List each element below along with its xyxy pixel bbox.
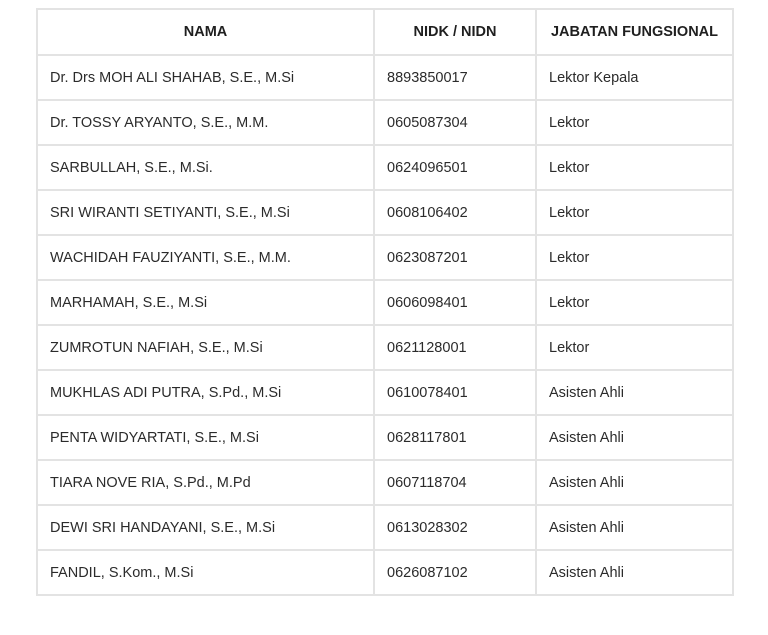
cell-jabatan: Lektor xyxy=(536,190,733,235)
header-nidk-nidn: NIDK / NIDN xyxy=(374,9,536,55)
cell-jabatan: Lektor xyxy=(536,280,733,325)
lecturer-table xyxy=(36,8,734,596)
cell-nidn: 0628117801 xyxy=(374,415,536,460)
cell-nama: ZUMROTUN NAFIAH, S.E., M.Si xyxy=(37,325,374,370)
cell-nidn: 0623087201 xyxy=(374,235,536,280)
table-row xyxy=(37,280,733,325)
cell-jabatan: Asisten Ahli xyxy=(536,550,733,595)
cell-nama: WACHIDAH FAUZIYANTI, S.E., M.M. xyxy=(37,235,374,280)
cell-nama: MUKHLAS ADI PUTRA, S.Pd., M.Si xyxy=(37,370,374,415)
cell-jabatan: Asisten Ahli xyxy=(536,505,733,550)
table-row xyxy=(37,145,733,190)
table-row xyxy=(37,550,733,595)
cell-nama: Dr. Drs MOH ALI SHAHAB, S.E., M.Si xyxy=(37,55,374,100)
cell-jabatan: Lektor xyxy=(536,235,733,280)
cell-nidn: 0605087304 xyxy=(374,100,536,145)
table-row xyxy=(37,190,733,235)
cell-nama: SARBULLAH, S.E., M.Si. xyxy=(37,145,374,190)
header-nama: NAMA xyxy=(37,9,374,55)
cell-jabatan: Asisten Ahli xyxy=(536,415,733,460)
cell-nidn: 0610078401 xyxy=(374,370,536,415)
lecturer-table-container xyxy=(36,8,732,596)
table-row xyxy=(37,325,733,370)
table-row xyxy=(37,505,733,550)
cell-jabatan: Lektor xyxy=(536,325,733,370)
cell-jabatan: Lektor xyxy=(536,100,733,145)
table-row xyxy=(37,55,733,100)
table-row xyxy=(37,235,733,280)
cell-nidn: 0606098401 xyxy=(374,280,536,325)
table-body xyxy=(37,55,733,595)
cell-jabatan: Lektor Kepala xyxy=(536,55,733,100)
cell-nidn: 0626087102 xyxy=(374,550,536,595)
cell-nidn: 0608106402 xyxy=(374,190,536,235)
table-row xyxy=(37,460,733,505)
header-jabatan-fungsional: JABATAN FUNGSIONAL xyxy=(536,9,733,55)
cell-nidn: 0613028302 xyxy=(374,505,536,550)
cell-nama: DEWI SRI HANDAYANI, S.E., M.Si xyxy=(37,505,374,550)
cell-jabatan: Lektor xyxy=(536,145,733,190)
header-row xyxy=(37,9,733,55)
cell-nidn: 0624096501 xyxy=(374,145,536,190)
table-row xyxy=(37,415,733,460)
cell-nidn: 0621128001 xyxy=(374,325,536,370)
cell-nama: FANDIL, S.Kom., M.Si xyxy=(37,550,374,595)
table-header xyxy=(37,9,733,55)
table-row xyxy=(37,370,733,415)
cell-nama: SRI WIRANTI SETIYANTI, S.E., M.Si xyxy=(37,190,374,235)
table-row xyxy=(37,100,733,145)
cell-nama: TIARA NOVE RIA, S.Pd., M.Pd xyxy=(37,460,374,505)
cell-jabatan: Asisten Ahli xyxy=(536,460,733,505)
cell-nama: MARHAMAH, S.E., M.Si xyxy=(37,280,374,325)
cell-nidn: 8893850017 xyxy=(374,55,536,100)
cell-nama: PENTA WIDYARTATI, S.E., M.Si xyxy=(37,415,374,460)
cell-jabatan: Asisten Ahli xyxy=(536,370,733,415)
cell-nidn: 0607118704 xyxy=(374,460,536,505)
cell-nama: Dr. TOSSY ARYANTO, S.E., M.M. xyxy=(37,100,374,145)
